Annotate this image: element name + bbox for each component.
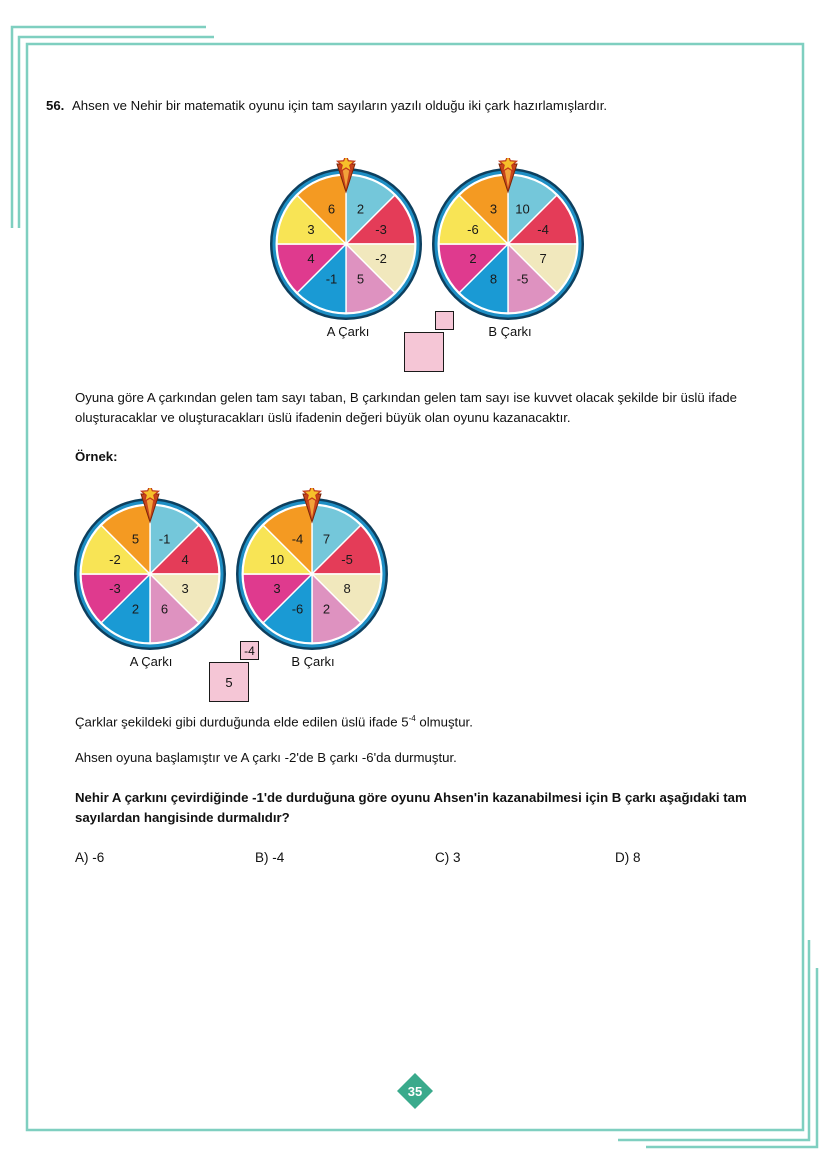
- wheel-number: 3: [489, 201, 498, 217]
- wheel-b-example: [236, 488, 388, 650]
- wheel-number: -3: [109, 581, 121, 597]
- wheel-number: -2: [375, 251, 387, 267]
- prompt-line-2: sayılardan hangisinde durmalıdır?: [75, 810, 290, 825]
- page-number-badge: [396, 1072, 434, 1110]
- wheel-a-example: [74, 488, 226, 650]
- wheel-number: 2: [356, 201, 365, 217]
- intro-text: Ahsen ve Nehir bir matematik oyunu için tam sayıların yazılı olduğu iki çark hazırlamışlardır.: [72, 98, 608, 113]
- example-base-box: 5: [209, 662, 249, 702]
- wheel-number: -4: [291, 531, 304, 547]
- ahsen-statement: Ahsen oyuna başlamıştır ve A çarkı -2'de B çarkı -6'da durmuştur.: [75, 750, 457, 765]
- wheel-number: -6: [467, 221, 479, 237]
- prompt-line-1: Nehir A çarkını çevirdiğinde -1'de durduğuna göre oyunu Ahsen'in kazanabilmesi için B çarkı aşağıdaki tam: [75, 790, 747, 805]
- rules-line-2: oluşturacaklar ve oluşturacakları üslü ifadenin değeri büyük olan oyunu kazanacaktır.: [75, 410, 571, 425]
- wheel-number: 3: [181, 581, 189, 597]
- base-box: [404, 332, 444, 372]
- wheel-number: 2: [131, 601, 140, 617]
- page-number: 35: [407, 1084, 423, 1099]
- wheel-number: -4: [537, 221, 549, 237]
- wheel-number: 7: [539, 251, 547, 267]
- example-wheel-a-label: A Çarkı: [129, 654, 173, 669]
- wheel-number: 6: [327, 201, 336, 217]
- wheel-number: 3: [307, 221, 315, 237]
- wheel-number: 8: [489, 271, 498, 287]
- wheel-number: -3: [375, 221, 387, 237]
- question-number: 56.: [46, 98, 65, 113]
- example-result-text: Çarklar şekildeki gibi durduğunda elde edilen üslü ifade 5: [75, 714, 409, 730]
- wheel-number: 8: [343, 581, 351, 597]
- wheel-number: 4: [181, 551, 189, 567]
- option-a[interactable]: A) -6: [75, 850, 105, 865]
- wheel-b-top: [432, 158, 584, 320]
- wheel-number: -5: [341, 551, 353, 567]
- example-result: [75, 709, 473, 732]
- rules-text: [75, 388, 737, 428]
- option-b[interactable]: B) -4: [255, 850, 285, 865]
- wheel-number: 2: [469, 251, 477, 267]
- wheel-number: 5: [131, 531, 140, 547]
- wheel-number: -6: [291, 601, 304, 617]
- wheel-number: 4: [307, 251, 315, 267]
- wheel-number: 3: [273, 581, 281, 597]
- wheel-a-label: A Çarkı: [326, 324, 370, 339]
- wheel-number: -1: [325, 271, 338, 287]
- wheel-number: 10: [515, 201, 530, 217]
- wheel-a-top: [270, 158, 422, 320]
- example-exponent-box: -4: [240, 641, 259, 660]
- example-heading: Örnek:: [75, 449, 118, 464]
- rules-line-1: Oyuna göre A çarkından gelen tam sayı taban, B çarkından gelen tam sayı ise kuvvet olacak şekilde bir üslü ifade: [75, 390, 737, 405]
- question-intro: [46, 96, 607, 116]
- wheel-number: -5: [516, 271, 529, 287]
- wheel-number: -1: [158, 531, 171, 547]
- example-result-tail: olmuştur.: [415, 714, 473, 730]
- example-wheel-b-label: B Çarkı: [291, 654, 335, 669]
- option-d[interactable]: D) 8: [615, 850, 641, 865]
- wheel-number: 2: [322, 601, 331, 617]
- wheel-number: 10: [269, 551, 285, 567]
- option-c[interactable]: C) 3: [435, 850, 461, 865]
- wheel-number: -2: [109, 551, 121, 567]
- wheel-number: 5: [356, 271, 365, 287]
- wheel-b-label: B Çarkı: [488, 324, 532, 339]
- exponent-box: [435, 311, 454, 330]
- example-result-exponent: -4: [408, 714, 416, 723]
- wheel-number: 7: [322, 531, 331, 547]
- wheel-number: 6: [160, 601, 169, 617]
- question-prompt: [75, 788, 747, 828]
